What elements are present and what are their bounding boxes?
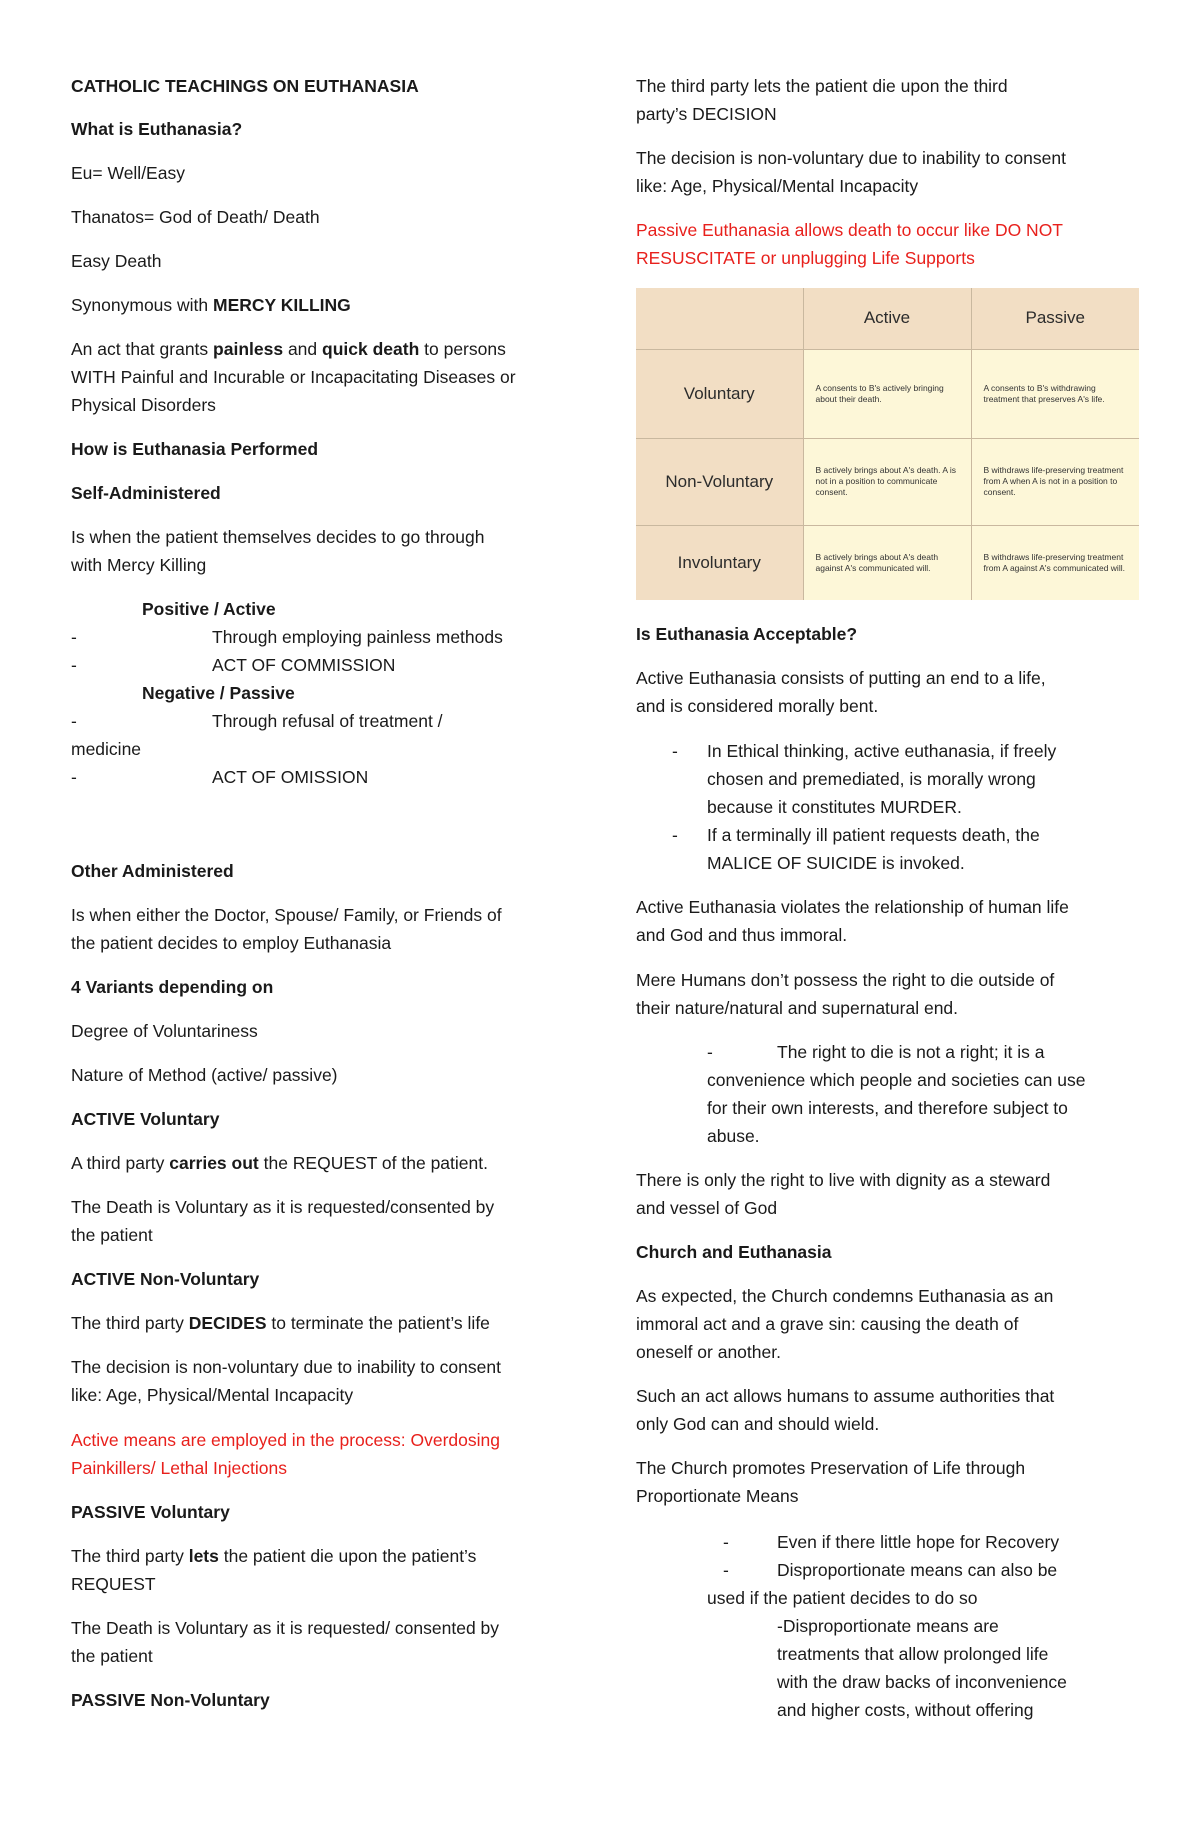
acceptable-heading: Is Euthanasia Acceptable? [636, 624, 858, 644]
av-text-carries-out: carries out [169, 1153, 259, 1173]
act-line-3: Physical Disorders [71, 395, 216, 415]
active-means-red-1: Active means are employed in the process: Overdosing [71, 1430, 500, 1450]
negative-item-1a: Through refusal of treatment / [212, 711, 443, 731]
pv-line-1 [71, 1542, 476, 1570]
table-cell: B actively brings about A's death. A is not in a position to communicate consent. [803, 438, 971, 525]
mere-line-2: their nature/natural and supernatural end. [636, 998, 959, 1018]
table-corner-cell [636, 288, 803, 349]
active-means-red-2: Painkillers/ Lethal Injections [71, 1458, 287, 1478]
thanatos-definition: Thanatos= God of Death/ Death [71, 207, 320, 227]
list-dash: - [71, 627, 77, 647]
list-dash: - [707, 1042, 713, 1062]
act-text-painless: painless [213, 339, 284, 359]
active-nonvoluntary-heading: ACTIVE Non-Voluntary [71, 1269, 260, 1289]
table-col-passive: Passive [971, 288, 1139, 349]
act-text-a: An act that grants [71, 339, 214, 359]
self-line-2: with Mercy Killing [71, 555, 207, 575]
self-heading: Self-Administered [71, 483, 221, 503]
list-dash: - [723, 1532, 729, 1552]
list-dash: - [71, 767, 77, 787]
negative-item-1b: medicine [71, 739, 142, 759]
av-death-line-1: The Death is Voluntary as it is requested/consented by [71, 1197, 495, 1217]
even-line: Even if there little hope for Recovery [777, 1532, 1060, 1552]
act-text-e: to persons [419, 339, 506, 359]
sub-line-1: -Disproportionate means are [777, 1616, 999, 1636]
sub-line-2: treatments that allow prolonged life [777, 1644, 1049, 1664]
easy-death-text: Easy Death [71, 251, 162, 271]
table-cell: B withdraws life-preserving treatment from A when A is not in a position to consent. [971, 438, 1139, 525]
right-to-die-line-2: convenience which people and societies can use [707, 1070, 1086, 1090]
variants-heading: 4 Variants depending on [71, 977, 274, 997]
av-death-line-2: the patient [71, 1225, 153, 1245]
mercy-killing-bold: MERCY KILLING [213, 295, 351, 315]
condemns-line-1: As expected, the Church condemns Euthanasia as an [636, 1286, 1054, 1306]
table-row-voluntary: Voluntary [636, 349, 803, 438]
right-to-die-line-1: The right to die is not a right; it is a [777, 1042, 1045, 1062]
right-to-die-line-4: abuse. [707, 1126, 760, 1146]
list-dash: - [672, 825, 678, 845]
positive-heading: Positive / Active [142, 599, 276, 619]
table-col-active: Active [803, 288, 971, 349]
av-text-a: A third party [71, 1153, 170, 1173]
terminal-line-1: If a terminally ill patient requests death, the [707, 825, 1040, 845]
promotes-line-1: The Church promotes Preservation of Life through [636, 1458, 1026, 1478]
active-voluntary-heading: ACTIVE Voluntary [71, 1109, 220, 1129]
pv-death-line-1: The Death is Voluntary as it is requested/ consented by [71, 1618, 500, 1638]
positive-item-2: ACT OF COMMISSION [212, 655, 396, 675]
how-heading: How is Euthanasia Performed [71, 439, 319, 459]
negative-heading: Negative / Passive [142, 683, 295, 703]
list-dash: - [723, 1560, 729, 1580]
violates-line-1: Active Euthanasia violates the relationship of human life [636, 897, 1069, 917]
anv-text-a: The third party [71, 1313, 189, 1333]
anv-text-c: to terminate the patient’s life [266, 1313, 490, 1333]
only-right-line-1: There is only the right to live with dignity as a steward [636, 1170, 1051, 1190]
passive-red-1: Passive Euthanasia allows death to occur like DO NOT [636, 220, 1063, 240]
ethical-line-1: In Ethical thinking, active euthanasia, if freely [707, 741, 1057, 761]
degree-text: Degree of Voluntariness [71, 1021, 258, 1041]
euthanasia-types-table [636, 288, 1139, 600]
table-row-nonvoluntary: Non-Voluntary [636, 438, 803, 525]
sub-line-4: and higher costs, without offering [777, 1700, 1034, 1720]
terminal-line-2: MALICE OF SUICIDE is invoked. [707, 853, 965, 873]
synonymous-line [71, 291, 351, 319]
act-line-1 [71, 335, 506, 363]
table-cell: B withdraws life-preserving treatment from A against A's communicated will. [971, 525, 1139, 600]
list-dash: - [71, 711, 77, 731]
right-to-die-line-3: for their own interests, and therefore subject to [707, 1098, 1068, 1118]
active-voluntary-line [71, 1149, 488, 1177]
table-cell: A consents to B's actively bringing about their death. [803, 349, 971, 438]
list-dash: - [672, 741, 678, 761]
anv-decision-line-2: like: Age, Physical/Mental Incapacity [71, 1385, 354, 1405]
condemns-line-3: oneself or another. [636, 1342, 781, 1362]
accept-line-2: and is considered morally bent. [636, 696, 879, 716]
disproportionate-line-2: used if the patient decides to do so [707, 1588, 978, 1608]
positive-item-1: Through employing painless methods [212, 627, 503, 647]
act-text-and: and [283, 339, 323, 359]
av-text-c: the REQUEST of the patient. [258, 1153, 488, 1173]
other-line-1: Is when either the Doctor, Spouse/ Family, or Friends of [71, 905, 502, 925]
synonymous-text: Synonymous with [71, 295, 214, 315]
table-cell: B actively brings about A's death against A's communicated will. [803, 525, 971, 600]
negative-item-2: ACT OF OMISSION [212, 767, 369, 787]
other-heading: Other Administered [71, 861, 234, 881]
decision-line-2: like: Age, Physical/Mental Incapacity [636, 176, 919, 196]
what-heading: What is Euthanasia? [71, 119, 243, 139]
third-party-line-1: The third party lets the patient die upon the third [636, 76, 1008, 96]
passive-voluntary-heading: PASSIVE Voluntary [71, 1502, 230, 1522]
nature-text: Nature of Method (active/ passive) [71, 1065, 338, 1085]
ethical-line-2: chosen and premediated, is morally wrong [707, 769, 1036, 789]
such-line-1: Such an act allows humans to assume authorities that [636, 1386, 1055, 1406]
such-line-2: only God can and should wield. [636, 1414, 880, 1434]
act-line-2: WITH Painful and Incurable or Incapacitating Diseases or [71, 367, 516, 387]
church-heading: Church and Euthanasia [636, 1242, 832, 1262]
act-text-quick-death: quick death [322, 339, 420, 359]
anv-decision-line-1: The decision is non-voluntary due to inability to consent [71, 1357, 501, 1377]
accept-line-1: Active Euthanasia consists of putting an end to a life, [636, 668, 1046, 688]
table-row-involuntary: Involuntary [636, 525, 803, 600]
pv-text-c: the patient die upon the patient’s [218, 1546, 477, 1566]
anv-text-decides: DECIDES [188, 1313, 267, 1333]
only-right-line-2: and vessel of God [636, 1198, 778, 1218]
violates-line-2: and God and thus immoral. [636, 925, 848, 945]
other-line-2: the patient decides to employ Euthanasia [71, 933, 392, 953]
pv-death-line-2: the patient [71, 1646, 153, 1666]
promotes-line-2: Proportionate Means [636, 1486, 799, 1506]
document-title: CATHOLIC TEACHINGS ON EUTHANASIA [71, 76, 419, 96]
mere-line-1: Mere Humans don’t possess the right to die outside of [636, 970, 1055, 990]
ethical-line-3: because it constitutes MURDER. [707, 797, 962, 817]
pv-text-lets: lets [188, 1546, 219, 1566]
table-cell: A consents to B's withdrawing treatment that preserves A's life. [971, 349, 1139, 438]
pv-text-a: The third party [71, 1546, 189, 1566]
condemns-line-2: immoral act and a grave sin: causing the death of [636, 1314, 1019, 1334]
disproportionate-line-1: Disproportionate means can also be [777, 1560, 1058, 1580]
self-line-1: Is when the patient themselves decides to go through [71, 527, 485, 547]
passive-red-2: RESUSCITATE or unplugging Life Supports [636, 248, 975, 268]
eu-definition: Eu= Well/Easy [71, 163, 185, 183]
list-dash: - [71, 655, 77, 675]
pv-line-2: REQUEST [71, 1574, 156, 1594]
sub-line-3: with the draw backs of inconvenience [777, 1672, 1067, 1692]
anv-line [71, 1309, 490, 1337]
decision-line-1: The decision is non-voluntary due to inability to consent [636, 148, 1066, 168]
passive-nonvoluntary-heading: PASSIVE Non-Voluntary [71, 1690, 270, 1710]
third-party-line-2: party’s DECISION [636, 104, 777, 124]
